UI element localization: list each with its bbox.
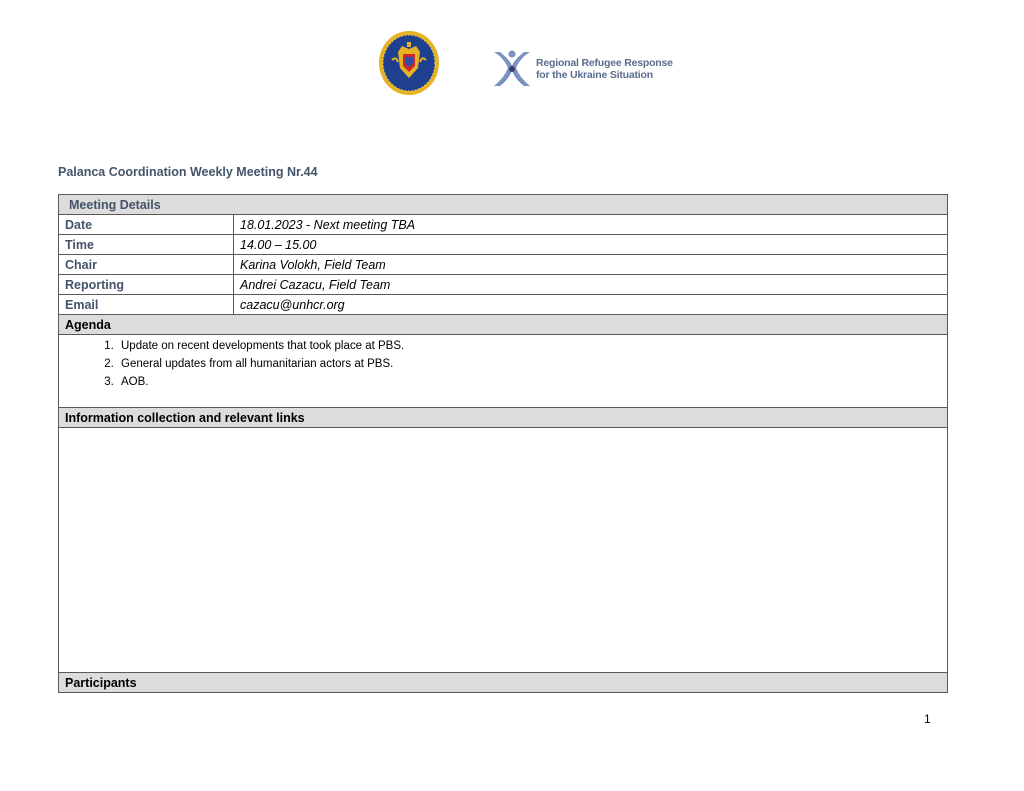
document-title: Palanca Coordination Weekly Meeting Nr.44 bbox=[58, 165, 318, 179]
participants-header-row bbox=[59, 673, 948, 693]
info-content-cell bbox=[59, 428, 948, 673]
email-label: Email bbox=[59, 295, 234, 315]
rrr-logo-line2: for the Ukraine Situation bbox=[536, 69, 653, 81]
regional-refugee-response-logo bbox=[490, 48, 690, 90]
participants-heading: Participants bbox=[59, 673, 948, 693]
detail-row-email bbox=[59, 295, 948, 315]
info-header-row bbox=[59, 408, 948, 428]
detail-row-chair bbox=[59, 255, 948, 275]
meeting-details-heading: Meeting Details bbox=[59, 195, 948, 215]
chair-label: Chair bbox=[59, 255, 234, 275]
agenda-row bbox=[59, 335, 948, 408]
agenda-item: 1. Update on recent developments that took place at PBS. bbox=[117, 337, 941, 355]
rrr-logo-line1: Regional Refugee Response bbox=[536, 57, 673, 69]
agenda-item: 2. General updates from all humanitarian actors at PBS. bbox=[117, 355, 941, 373]
time-label: Time bbox=[59, 235, 234, 255]
reporting-label: Reporting bbox=[59, 275, 234, 295]
info-heading: Information collection and relevant links bbox=[59, 408, 948, 428]
email-value[interactable]: cazacu@unhcr.org bbox=[234, 295, 948, 315]
time-value: 14.00 – 15.00 bbox=[234, 235, 948, 255]
agenda-list bbox=[65, 337, 941, 391]
detail-row-reporting bbox=[59, 275, 948, 295]
meeting-details-header-row bbox=[59, 195, 948, 215]
rrr-emblem-icon bbox=[490, 48, 534, 90]
moldova-coat-of-arms-seal bbox=[378, 30, 440, 96]
date-label: Date bbox=[59, 215, 234, 235]
agenda-cell bbox=[59, 335, 948, 408]
detail-row-date bbox=[59, 215, 948, 235]
page-number: 1 bbox=[924, 712, 931, 726]
meeting-table bbox=[58, 194, 948, 693]
agenda-header-row bbox=[59, 315, 948, 335]
date-value: 18.01.2023 - Next meeting TBA bbox=[234, 215, 948, 235]
rrr-logo-text bbox=[536, 57, 673, 81]
detail-row-time bbox=[59, 235, 948, 255]
info-row bbox=[59, 428, 948, 673]
agenda-heading: Agenda bbox=[59, 315, 948, 335]
header-logos bbox=[0, 28, 1024, 98]
chair-value: Karina Volokh, Field Team bbox=[234, 255, 948, 275]
reporting-value: Andrei Cazacu, Field Team bbox=[234, 275, 948, 295]
agenda-item: 3. AOB. bbox=[117, 373, 941, 391]
